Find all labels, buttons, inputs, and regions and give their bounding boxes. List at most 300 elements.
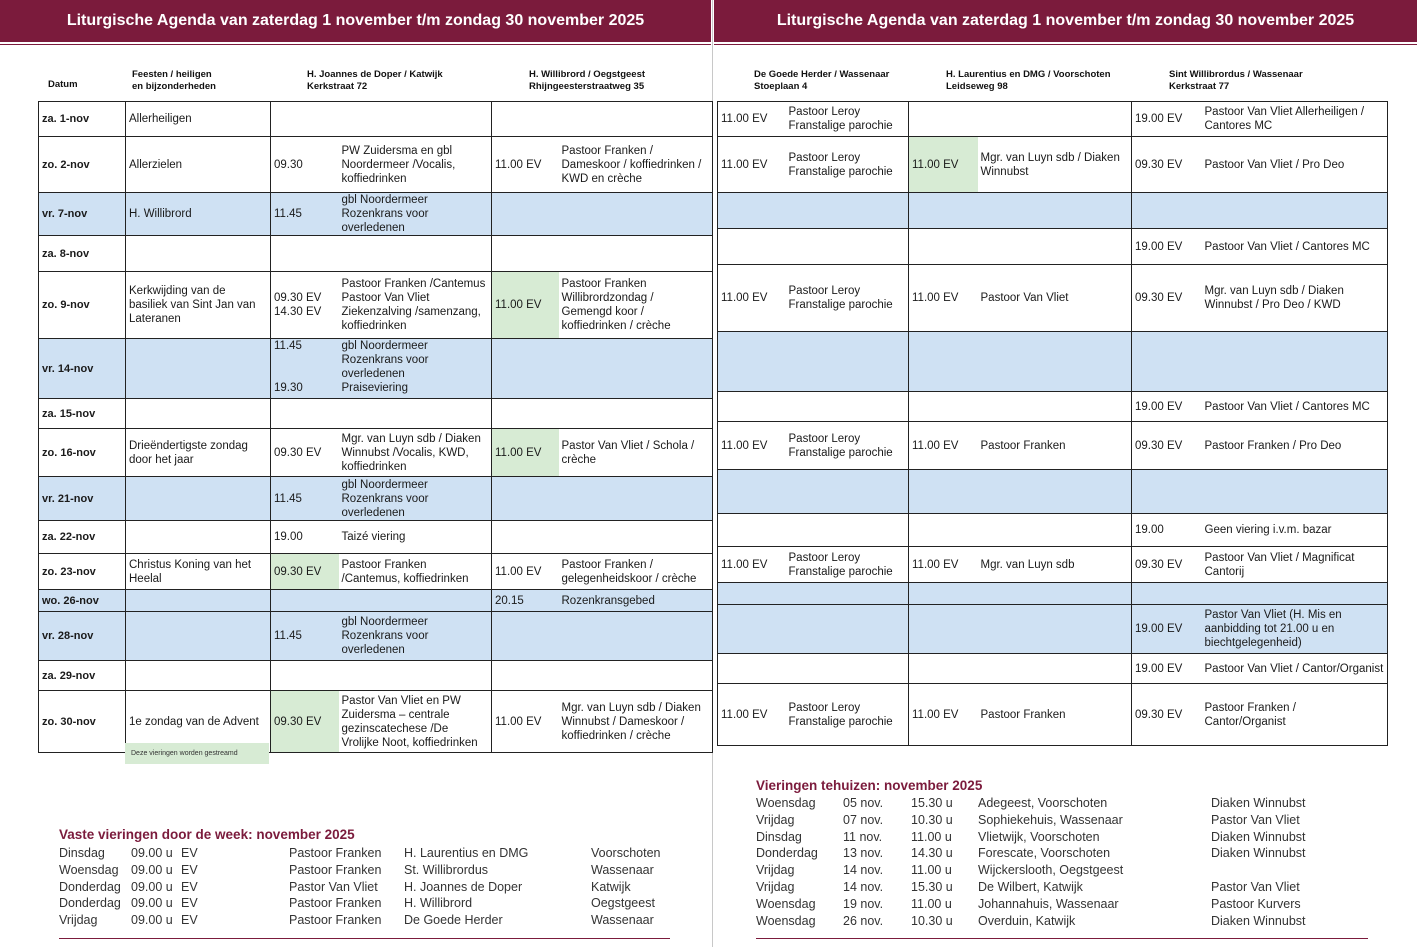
oegstgeest-time-cell: 11.00 EV	[492, 691, 559, 753]
goede-herder-text-cell	[786, 392, 909, 422]
goede-herder-time-cell: 11.00 EV	[718, 684, 786, 746]
feast-cell	[126, 612, 271, 661]
agenda-row-left	[39, 399, 713, 429]
ev-label: EV	[181, 896, 198, 911]
header-feesten: Feesten / heiligen en bijzonderheden	[132, 69, 216, 92]
agenda-row-left	[39, 236, 713, 272]
goede-herder-text-cell: Pastoor Leroy Franstalige parochie	[786, 102, 909, 137]
priest: Pastor Van Vliet	[289, 879, 378, 894]
date: 26 nov.	[843, 913, 884, 928]
katwijk-time-cell: 09.30 EV	[271, 554, 339, 590]
feast-cell	[126, 477, 271, 521]
list-row	[59, 863, 671, 880]
willibrordus-text-cell: Pastoor Van Vliet / Cantores MC	[1202, 229, 1388, 265]
weekly-title: Vaste vieringen door de week: november 2025	[59, 827, 355, 842]
goede-herder-time-cell	[718, 229, 786, 265]
date-cell: vr. 14-nov	[39, 339, 126, 399]
date: 05 nov.	[843, 796, 884, 810]
time: 09.00 u	[131, 913, 173, 928]
location: Adegeest, Voorschoten	[978, 796, 1108, 810]
laurentius-text-cell	[978, 583, 1132, 605]
katwijk-text-cell: Pastor Van Vliet en PW Zuidersma – centrale gezinscatechese /De Vrolijke Noot, koffiedrinken	[339, 691, 492, 753]
laurentius-time-cell	[909, 392, 978, 422]
church: H. Joannes de Doper	[404, 879, 523, 894]
agenda-row-right	[718, 422, 1388, 470]
laurentius-text-cell	[978, 470, 1132, 514]
willibrordus-text-cell	[1202, 193, 1388, 229]
oegstgeest-text-cell	[559, 102, 713, 137]
place: Oegstgeest	[591, 896, 655, 911]
katwijk-text-cell	[339, 399, 492, 429]
willibrordus-time-cell: 19.00 EV	[1132, 605, 1202, 654]
agenda-row-right	[718, 137, 1388, 193]
willibrordus-text-cell	[1202, 470, 1388, 514]
left-title-rule	[0, 44, 711, 45]
home-list	[756, 796, 1356, 930]
weekday: Donderdag	[59, 879, 121, 894]
list-row	[756, 863, 1356, 880]
katwijk-text-cell: gbl Noordermeer Rozenkrans voor overledenen	[339, 477, 492, 521]
location: Forescate, Voorschoten	[978, 846, 1111, 861]
willibrordus-text-cell: Pastoor Franken / Pro Deo	[1202, 422, 1388, 470]
goede-herder-text-cell	[786, 514, 909, 547]
celebrant: Pastoor Kurvers	[1211, 896, 1301, 911]
oegstgeest-text-cell: Pastor Van Vliet / Schola / crèche	[559, 429, 713, 477]
ev-label: EV	[181, 879, 198, 894]
location: Overduin, Katwijk	[978, 913, 1076, 928]
time: 10.30 u	[911, 812, 953, 827]
willibrordus-text-cell: Pastor Van Vliet (H. Mis en aanbidding tot 21.00 u en biechtgelegenheid)	[1202, 605, 1388, 654]
list-row	[59, 846, 671, 863]
laurentius-text-cell: Mgr. van Luyn sdb / Diaken Winnubst	[978, 137, 1132, 193]
willibrordus-time-cell	[1132, 470, 1202, 514]
priest: Pastoor Franken	[289, 846, 382, 860]
oegstgeest-text-cell: Pastoor Franken / gelegenheidskoor / crèche	[559, 554, 713, 590]
agenda-row-right	[718, 229, 1388, 265]
goede-herder-time-cell	[718, 332, 786, 392]
willibrordus-time-cell	[1132, 193, 1202, 229]
date-cell: zo. 30-nov	[39, 691, 126, 753]
willibrordus-time-cell: 19.00 EV	[1132, 654, 1202, 684]
date: 13 nov.	[843, 846, 884, 861]
goede-herder-text-cell	[786, 332, 909, 392]
oegstgeest-time-cell: 11.00 EV	[492, 429, 559, 477]
agenda-row-right	[718, 470, 1388, 514]
katwijk-text-cell: PW Zuidersma en gbl Noordermeer /Vocalis, koffiedrinken	[339, 137, 492, 193]
priest: Pastoor Franken	[289, 862, 382, 877]
katwijk-text-cell: gbl Noordermeer Rozenkrans voor overledenen	[339, 612, 492, 661]
willibrordus-time-cell: 09.30 EV	[1132, 422, 1202, 470]
time: 09.00 u	[131, 846, 173, 860]
oegstgeest-time-cell	[492, 612, 559, 661]
willibrordus-time-cell	[1132, 583, 1202, 605]
katwijk-time-cell: 09.30 EV	[271, 691, 339, 753]
katwijk-time-cell	[271, 399, 339, 429]
katwijk-text-cell	[339, 102, 492, 137]
katwijk-time-cell	[271, 236, 339, 272]
goede-herder-time-cell: 11.00 EV	[718, 265, 786, 332]
agenda-row-left	[39, 102, 713, 137]
weekday: Woensdag	[756, 913, 816, 928]
katwijk-time-cell: 11.45	[271, 612, 339, 661]
laurentius-text-cell: Pastoor Franken	[978, 422, 1132, 470]
list-row	[756, 796, 1356, 813]
weekday: Dinsdag	[756, 829, 802, 844]
celebrant: Pastor Van Vliet	[1211, 812, 1300, 827]
weekday: Woensdag	[756, 796, 816, 810]
weekly-list	[59, 846, 671, 930]
left-agenda-table	[38, 101, 713, 753]
goede-herder-time-cell	[718, 514, 786, 547]
church: De Goede Herder	[404, 913, 503, 928]
agenda-row-left	[39, 272, 713, 339]
oegstgeest-time-cell: 11.00 EV	[492, 272, 559, 339]
katwijk-text-cell: Pastoor Franken /Cantemus Pastoor Van Vliet Ziekenzalving /samenzang, koffiedrinken	[339, 272, 492, 339]
laurentius-time-cell	[909, 583, 978, 605]
oegstgeest-time-cell	[492, 477, 559, 521]
date: 14 nov.	[843, 863, 884, 878]
oegstgeest-text-cell	[559, 339, 713, 399]
feast-cell	[126, 399, 271, 429]
katwijk-time-cell	[271, 661, 339, 691]
goede-herder-time-cell	[718, 392, 786, 422]
goede-herder-time-cell	[718, 470, 786, 514]
laurentius-text-cell	[978, 605, 1132, 654]
willibrordus-text-cell: Pastoor Van Vliet / Magnificat Cantorij	[1202, 547, 1388, 583]
place: Wassenaar	[591, 862, 654, 877]
laurentius-time-cell: 11.00 EV	[909, 422, 978, 470]
laurentius-time-cell	[909, 605, 978, 654]
priest: Pastoor Franken	[289, 913, 382, 928]
list-row	[59, 896, 671, 913]
date-cell: vr. 21-nov	[39, 477, 126, 521]
list-row	[59, 880, 671, 897]
oegstgeest-time-cell	[492, 193, 559, 236]
oegstgeest-text-cell	[559, 612, 713, 661]
willibrordus-text-cell: Pastoor Van Vliet / Cantores MC	[1202, 392, 1388, 422]
date-cell: wo. 26-nov	[39, 590, 126, 612]
katwijk-time-cell: 11.45	[271, 193, 339, 236]
laurentius-text-cell	[978, 654, 1132, 684]
willibrordus-time-cell: 19.00 EV	[1132, 102, 1202, 137]
list-row	[59, 913, 671, 930]
date-cell: vr. 7-nov	[39, 193, 126, 236]
laurentius-text-cell	[978, 193, 1132, 229]
celebrant: Diaken Winnubst	[1211, 913, 1306, 928]
date: 07 nov.	[843, 812, 884, 827]
feast-cell: Christus Koning van het Heelal	[126, 554, 271, 590]
left-title-banner	[0, 0, 711, 42]
willibrordus-time-cell: 19.00 EV	[1132, 392, 1202, 422]
goede-herder-time-cell	[718, 193, 786, 229]
ev-label: EV	[181, 862, 198, 877]
willibrordus-text-cell: Geen viering i.v.m. bazar	[1202, 514, 1388, 547]
goede-herder-text-cell: Pastoor Leroy Franstalige parochie	[786, 684, 909, 746]
katwijk-time-cell: 11.45 19.30	[271, 339, 339, 399]
goede-herder-text-cell: Pastoor Leroy Franstalige parochie	[786, 265, 909, 332]
location: Johannahuis, Wassenaar	[978, 896, 1119, 911]
katwijk-time-cell: 09.30 EV	[271, 429, 339, 477]
weekday: Vrijdag	[756, 863, 795, 878]
agenda-row-left	[39, 339, 713, 399]
agenda-row-right	[718, 102, 1388, 137]
header-h-willibrord: H. Willibrord / Oegstgeest Rhijngeesterstraatweg 35	[529, 69, 646, 92]
goede-herder-time-cell: 11.00 EV	[718, 422, 786, 470]
katwijk-time-cell: 09.30 EV 14.30 EV	[271, 272, 339, 339]
feast-cell	[126, 521, 271, 554]
laurentius-text-cell: Pastoor Franken	[978, 684, 1132, 746]
list-row	[756, 914, 1356, 931]
oegstgeest-text-cell: Pastoor Franken / Dameskoor / koffiedrinken / KWD en crèche	[559, 137, 713, 193]
feast-cell: Drieëndertigste zondag door het jaar	[126, 429, 271, 477]
agenda-row-right	[718, 583, 1388, 605]
goede-herder-time-cell: 11.00 EV	[718, 102, 786, 137]
oegstgeest-time-cell	[492, 102, 559, 137]
willibrordus-time-cell: 09.30 EV	[1132, 265, 1202, 332]
list-row	[756, 897, 1356, 914]
willibrordus-text-cell: Pastoor Van Vliet Allerheiligen / Cantores MC	[1202, 102, 1388, 137]
header-goede-herder: De Goede Herder / Wassenaar Stoeplaan 4	[754, 69, 890, 92]
willibrordus-text-cell: Mgr. van Luyn sdb / Diaken Winnubst / Pro Deo / KWD	[1202, 265, 1388, 332]
date: 14 nov.	[843, 879, 884, 894]
left-title: Liturgische Agenda van zaterdag 1 november t/m zondag 30 november 2025	[66, 12, 645, 29]
goede-herder-text-cell: Pastoor Leroy Franstalige parochie	[786, 422, 909, 470]
laurentius-text-cell: Mgr. van Luyn sdb	[978, 547, 1132, 583]
laurentius-text-cell	[978, 514, 1132, 547]
goede-herder-text-cell: Pastoor Leroy Franstalige parochie	[786, 137, 909, 193]
celebrant: Diaken Winnubst	[1211, 829, 1306, 844]
weekday: Woensdag	[59, 862, 119, 877]
header-sint-willibrordus: Sint Willibrordus / Wassenaar Kerkstraat 77	[1169, 69, 1303, 92]
date: 19 nov.	[843, 896, 884, 911]
oegstgeest-text-cell: Rozenkransgebed	[559, 590, 713, 612]
priest: Pastoor Franken	[289, 896, 382, 911]
date-cell: za. 15-nov	[39, 399, 126, 429]
laurentius-time-cell	[909, 332, 978, 392]
date-cell: vr. 28-nov	[39, 612, 126, 661]
right-title: Liturgische Agenda van zaterdag 1 november t/m zondag 30 november 2025	[776, 12, 1355, 29]
oegstgeest-text-cell: Mgr. van Luyn sdb / Diaken Winnubst / Dameskoor / koffiedrinken / crèche	[559, 691, 713, 753]
katwijk-text-cell	[339, 661, 492, 691]
ev-label: EV	[181, 913, 198, 928]
feast-cell	[126, 661, 271, 691]
agenda-row-left	[39, 661, 713, 691]
oegstgeest-text-cell: Pastoor Franken Willibrordzondag / Gemengd koor / koffiedrinken / crèche	[559, 272, 713, 339]
feast-cell: H. Willibrord	[126, 193, 271, 236]
willibrordus-text-cell: Pastoor Franken / Cantor/Organist	[1202, 684, 1388, 746]
laurentius-time-cell	[909, 654, 978, 684]
laurentius-text-cell	[978, 392, 1132, 422]
katwijk-time-cell: 11.45	[271, 477, 339, 521]
agenda-row-right	[718, 547, 1388, 583]
agenda-row-left	[39, 554, 713, 590]
time: 10.30 u	[911, 913, 953, 928]
laurentius-time-cell: 11.00 EV	[909, 684, 978, 746]
katwijk-text-cell: Pastoor Franken /Cantemus, koffiedrinken	[339, 554, 492, 590]
celebrant: Pastor Van Vliet	[1211, 879, 1300, 894]
date-cell: zo. 16-nov	[39, 429, 126, 477]
place: Wassenaar	[591, 913, 654, 928]
church: H. Willibrord	[404, 896, 473, 911]
place: Voorschoten	[591, 846, 661, 860]
goede-herder-time-cell: 11.00 EV	[718, 547, 786, 583]
laurentius-time-cell	[909, 102, 978, 137]
date-cell: za. 22-nov	[39, 521, 126, 554]
list-row	[756, 813, 1356, 830]
oegstgeest-text-cell	[559, 399, 713, 429]
goede-herder-time-cell	[718, 605, 786, 654]
agenda-row-right	[718, 265, 1388, 332]
feast-cell	[126, 590, 271, 612]
celebrant: Diaken Winnubst	[1211, 846, 1306, 861]
date-cell: zo. 9-nov	[39, 272, 126, 339]
feast-cell	[126, 236, 271, 272]
oegstgeest-text-cell	[559, 661, 713, 691]
oegstgeest-text-cell	[559, 477, 713, 521]
weekday: Vrijdag	[756, 812, 795, 827]
willibrordus-text-cell: Pastoor Van Vliet / Pro Deo	[1202, 137, 1388, 193]
time: 11.00 u	[911, 863, 952, 878]
feast-cell: Allerzielen	[126, 137, 271, 193]
location: Wijckerslooth, Oegstgeest	[978, 863, 1124, 878]
oegstgeest-time-cell: 11.00 EV	[492, 554, 559, 590]
feast-cell: 1e zondag van de Advent	[126, 691, 271, 753]
header-laurentius: H. Laurentius en DMG / Voorschoten Leidseweg 98	[946, 69, 1111, 92]
agenda-row-right	[718, 193, 1388, 229]
oegstgeest-text-cell	[559, 236, 713, 272]
ev-label: EV	[181, 846, 198, 860]
oegstgeest-text-cell	[559, 193, 713, 236]
weekday: Vrijdag	[59, 913, 98, 928]
time: 09.00 u	[131, 879, 173, 894]
list-row	[756, 830, 1356, 847]
laurentius-time-cell: 11.00 EV	[909, 137, 978, 193]
goede-herder-text-cell	[786, 605, 909, 654]
laurentius-time-cell	[909, 193, 978, 229]
home-rule	[756, 938, 1368, 939]
goede-herder-text-cell	[786, 583, 909, 605]
laurentius-time-cell	[909, 229, 978, 265]
goede-herder-text-cell	[786, 470, 909, 514]
willibrordus-text-cell	[1202, 332, 1388, 392]
agenda-row-right	[718, 514, 1388, 547]
goede-herder-time-cell	[718, 654, 786, 684]
agenda-row-left	[39, 477, 713, 521]
agenda-row-right	[718, 392, 1388, 422]
oegstgeest-time-cell	[492, 236, 559, 272]
laurentius-text-cell	[978, 229, 1132, 265]
date-cell: zo. 2-nov	[39, 137, 126, 193]
goede-herder-time-cell: 11.00 EV	[718, 137, 786, 193]
oegstgeest-time-cell	[492, 521, 559, 554]
location: Sophiekehuis, Wassenaar	[978, 812, 1123, 827]
weekday: Vrijdag	[756, 879, 795, 894]
laurentius-text-cell	[978, 102, 1132, 137]
weekday: Dinsdag	[59, 846, 105, 860]
right-agenda-table	[717, 101, 1388, 746]
willibrordus-time-cell: 19.00	[1132, 514, 1202, 547]
weekday: Donderdag	[756, 846, 818, 861]
willibrordus-time-cell	[1132, 332, 1202, 392]
place: Katwijk	[591, 879, 631, 894]
agenda-row-right	[718, 684, 1388, 746]
location: Vlietwijk, Voorschoten	[978, 829, 1100, 844]
katwijk-text-cell: gbl Noordermeer Rozenkrans voor overledenen Praiseviering	[339, 339, 492, 399]
right-title-banner	[714, 0, 1417, 42]
home-title: Vieringen tehuizen: november 2025	[756, 778, 983, 793]
time: 15.30 u	[911, 796, 953, 810]
agenda-row-right	[718, 605, 1388, 654]
katwijk-text-cell: gbl Noordermeer Rozenkrans voor overledenen	[339, 193, 492, 236]
time: 11.00 u	[911, 829, 952, 844]
katwijk-time-cell: 09.30	[271, 137, 339, 193]
willibrordus-time-cell: 09.30 EV	[1132, 137, 1202, 193]
time: 14.30 u	[911, 846, 953, 861]
oegstgeest-time-cell	[492, 399, 559, 429]
goede-herder-text-cell	[786, 229, 909, 265]
weekly-rule	[59, 938, 670, 939]
goede-herder-text-cell	[786, 193, 909, 229]
right-title-rule	[714, 44, 1417, 45]
oegstgeest-text-cell	[559, 521, 713, 554]
laurentius-text-cell	[978, 332, 1132, 392]
time: 09.00 u	[131, 896, 173, 911]
katwijk-time-cell	[271, 590, 339, 612]
agenda-row-left	[39, 521, 713, 554]
katwijk-text-cell: Taizé viering	[339, 521, 492, 554]
oegstgeest-time-cell	[492, 661, 559, 691]
church: St. Willibrordus	[404, 862, 489, 877]
laurentius-time-cell	[909, 470, 978, 514]
laurentius-time-cell: 11.00 EV	[909, 265, 978, 332]
katwijk-text-cell	[339, 590, 492, 612]
list-row	[756, 846, 1356, 863]
church: H. Laurentius en DMG	[404, 846, 529, 860]
time: 15.30 u	[911, 879, 953, 894]
willibrordus-time-cell: 09.30 EV	[1132, 684, 1202, 746]
katwijk-text-cell	[339, 236, 492, 272]
laurentius-time-cell: 11.00 EV	[909, 547, 978, 583]
willibrordus-time-cell: 09.30 EV	[1132, 547, 1202, 583]
weekday: Donderdag	[59, 896, 121, 911]
agenda-row-right	[718, 654, 1388, 684]
agenda-row-left	[39, 193, 713, 236]
date-cell: za. 29-nov	[39, 661, 126, 691]
katwijk-text-cell: Mgr. van Luyn sdb / Diaken Winnubst /Vocalis, KWD, koffiedrinken	[339, 429, 492, 477]
agenda-row-left	[39, 612, 713, 661]
stream-legend: Deze vieringen worden gestreamd	[125, 743, 269, 764]
agenda-row-right	[718, 332, 1388, 392]
time: 09.00 u	[131, 862, 173, 877]
laurentius-time-cell	[909, 514, 978, 547]
oegstgeest-time-cell: 20.15	[492, 590, 559, 612]
goede-herder-time-cell	[718, 583, 786, 605]
feast-cell: Allerheiligen	[126, 102, 271, 137]
willibrordus-text-cell	[1202, 583, 1388, 605]
list-row	[756, 880, 1356, 897]
laurentius-text-cell: Pastoor Van Vliet	[978, 265, 1132, 332]
date: 11 nov.	[843, 829, 883, 844]
willibrordus-text-cell: Pastoor Van Vliet / Cantor/Organist	[1202, 654, 1388, 684]
date-cell: zo. 23-nov	[39, 554, 126, 590]
date-cell: za. 1-nov	[39, 102, 126, 137]
feast-cell	[126, 339, 271, 399]
header-h-joannes: H. Joannes de Doper / Katwijk Kerkstraat 72	[307, 69, 443, 92]
time: 11.00 u	[911, 896, 952, 911]
katwijk-time-cell	[271, 102, 339, 137]
willibrordus-time-cell: 19.00 EV	[1132, 229, 1202, 265]
goede-herder-text-cell: Pastoor Leroy Franstalige parochie	[786, 547, 909, 583]
